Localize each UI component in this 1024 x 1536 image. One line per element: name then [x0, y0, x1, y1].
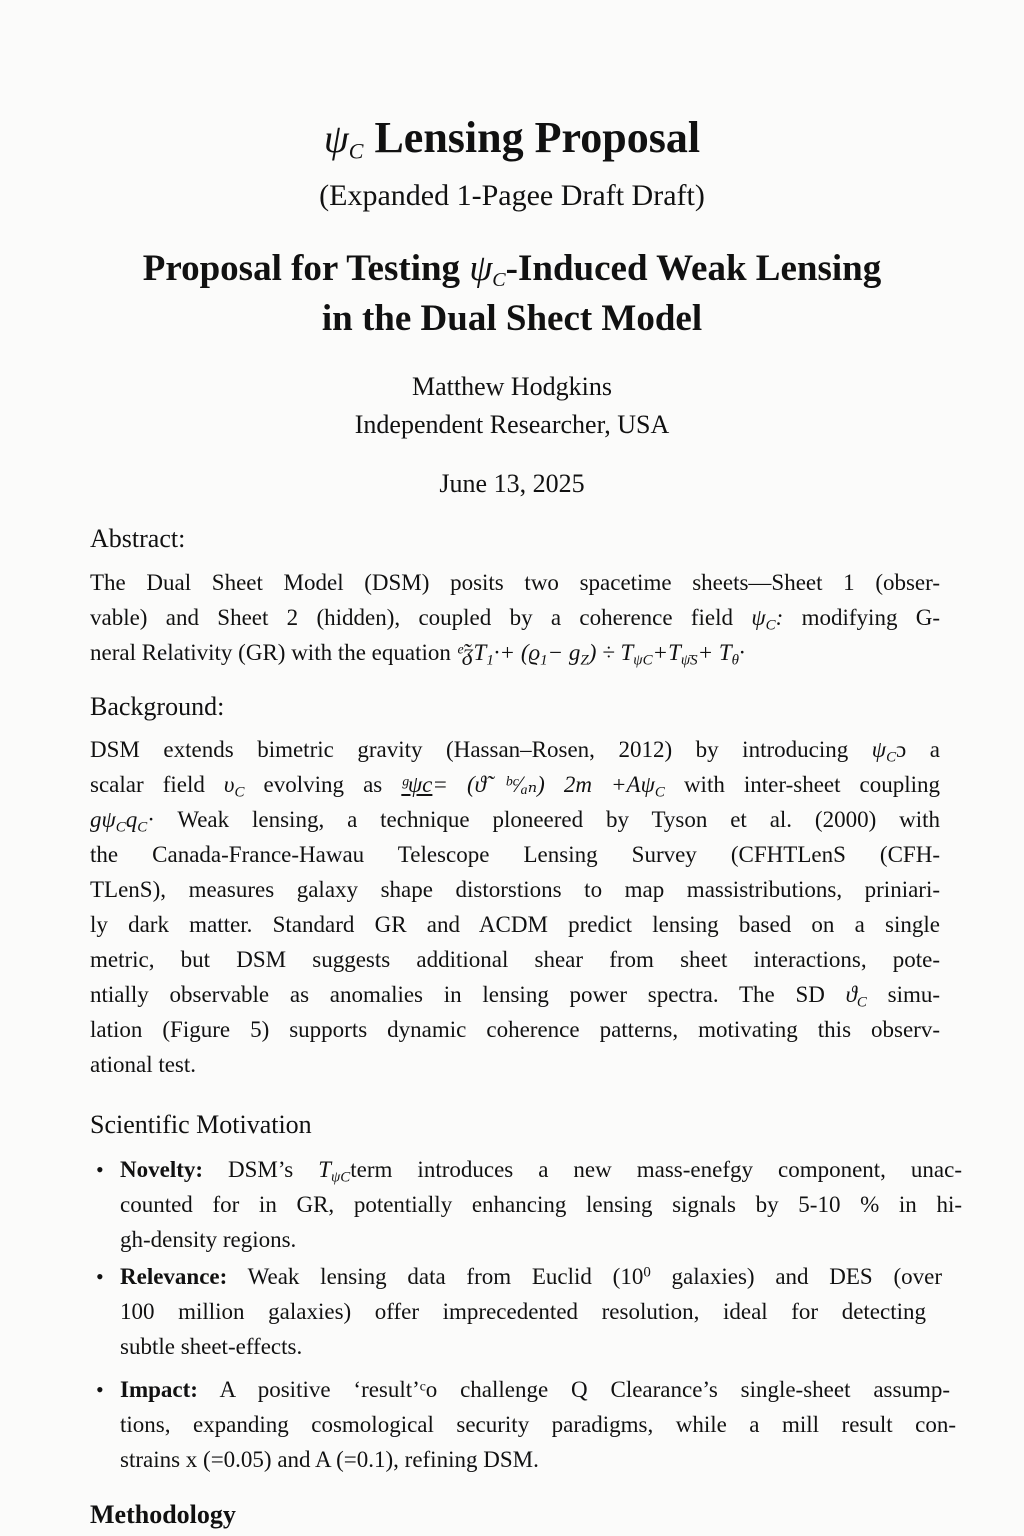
background-heading: Background:	[90, 692, 225, 721]
abstract-equation-line: neral Relativity (GR) with the equation ᵉ̃ᵹT$_1$·+ $(ϱ_1- g_Z) \div T_{\psi C}+T_{\psīS}+ T_\theta\cdot$	[90, 640, 745, 669]
bullet-line: gh-density regions.	[120, 1227, 297, 1252]
author-name: Matthew Hodgkins	[411, 372, 613, 401]
background-line: TLenS), measures galaxy shape distorstions to map massistributions, priniari-	[90, 877, 940, 902]
background-line: the Canada-France-Hawau Telescope Lensing Survey (CFHTLenS (CFH-	[90, 842, 940, 867]
field-equation: ᵉ̃ᵹT$_1$·+ $(ϱ_1- g_Z) \div T_{\psi C}+T_{\psīS}+ T_\theta\cdot$	[456, 640, 745, 669]
paper-heading-line2: in the Dual Shect Model	[321, 298, 703, 339]
background-line: DSM extends bimetric gravity (Hassan–Rosen, 2012) by introducing $\psi_Cɔ$ a	[90, 737, 941, 766]
background-line: scalar field $\upsilon_C$ evolving as ᵍψc= (ϑ̃ ᵇᶜ⁄ₐₙ) $2m +A\psi_C$ with inter-sheet coupling	[90, 772, 941, 801]
document-subtitle: (Expanded 1-Pagee Draft Draft)	[319, 179, 705, 212]
motivation-bullet-relevance: Relevance: Weak lensing data from Euclid ($10^0$ galaxies) and DES (over	[120, 1264, 942, 1289]
background-line: $g\psi_Cq_C\cdot$ Weak lensing, a technique ploneered by Tyson et al. (2000) with	[90, 807, 940, 836]
bullet-line: strains x (=0.05) and A (=0.1), refining DSM.	[120, 1447, 539, 1472]
bullet-icon: •	[96, 1377, 104, 1402]
bullet-line: subtle sheet-effects.	[120, 1334, 303, 1359]
abstract-heading: Abstract:	[90, 524, 186, 553]
scalar-field-equation: ᵍψc= (ϑ̃ ᵇᶜ⁄ₐₙ) $2m +A\psi_C$	[401, 772, 665, 801]
bullet-line: 100 million galaxies) offer imprecedented resolution, ideal for detecting	[120, 1299, 926, 1324]
document-title	[0, 112, 1024, 165]
bullet-icon: •	[96, 1157, 104, 1182]
bullet-line: tions, expanding cosmological security paradigms, while a mill result con-	[120, 1412, 956, 1437]
background-line: ly dark matter. Standard GR and ACDM predict lensing based on a single	[90, 912, 940, 937]
background-line: metric, but DSM suggests additional shear from sheet interactions, pote-	[90, 947, 940, 972]
title-symbol: $\psi_C$	[323, 116, 364, 164]
background-line: ational test.	[90, 1052, 197, 1077]
document-date: June 13, 2025	[439, 469, 585, 498]
bullet-line: counted for in GR, potentially enhancing lensing signals by 5-10 % in hi-	[120, 1192, 962, 1217]
abstract-line: vable) and Sheet 2 (hidden), coupled by a coherence field $\psi_C$: modifying G-	[90, 605, 941, 634]
motivation-bullet-novelty: Novelty: DSM’s $T_{\psi C}term$ introduces a new mass-enefgy component, unac-	[120, 1157, 962, 1186]
author-affiliation: Independent Researcher, USA	[354, 410, 670, 439]
motivation-bullet-impact: Impact: A positive ‘result’ᶜo challenge Q Clearance’s single-sheet assump-	[120, 1377, 950, 1402]
motivation-heading: Scientific Motivation	[90, 1110, 312, 1139]
paper-heading: Proposal for Testing $\psi_C$-Induced Weak Lensing	[142, 248, 882, 291]
abstract-line: The Dual Sheet Model (DSM) posits two spacetime sheets—Sheet 1 (obser-	[90, 570, 940, 595]
background-line: ntially observable as anomalies in lensing power spectra. The SD $ϑ_C$ simu-	[90, 982, 941, 1011]
bullet-icon: •	[96, 1264, 104, 1289]
methodology-heading: Methodology	[90, 1500, 236, 1529]
background-line: lation (Figure 5) supports dynamic coherence patterns, motivating this observ-	[90, 1017, 940, 1042]
title-text: Lensing Proposal	[374, 113, 701, 162]
